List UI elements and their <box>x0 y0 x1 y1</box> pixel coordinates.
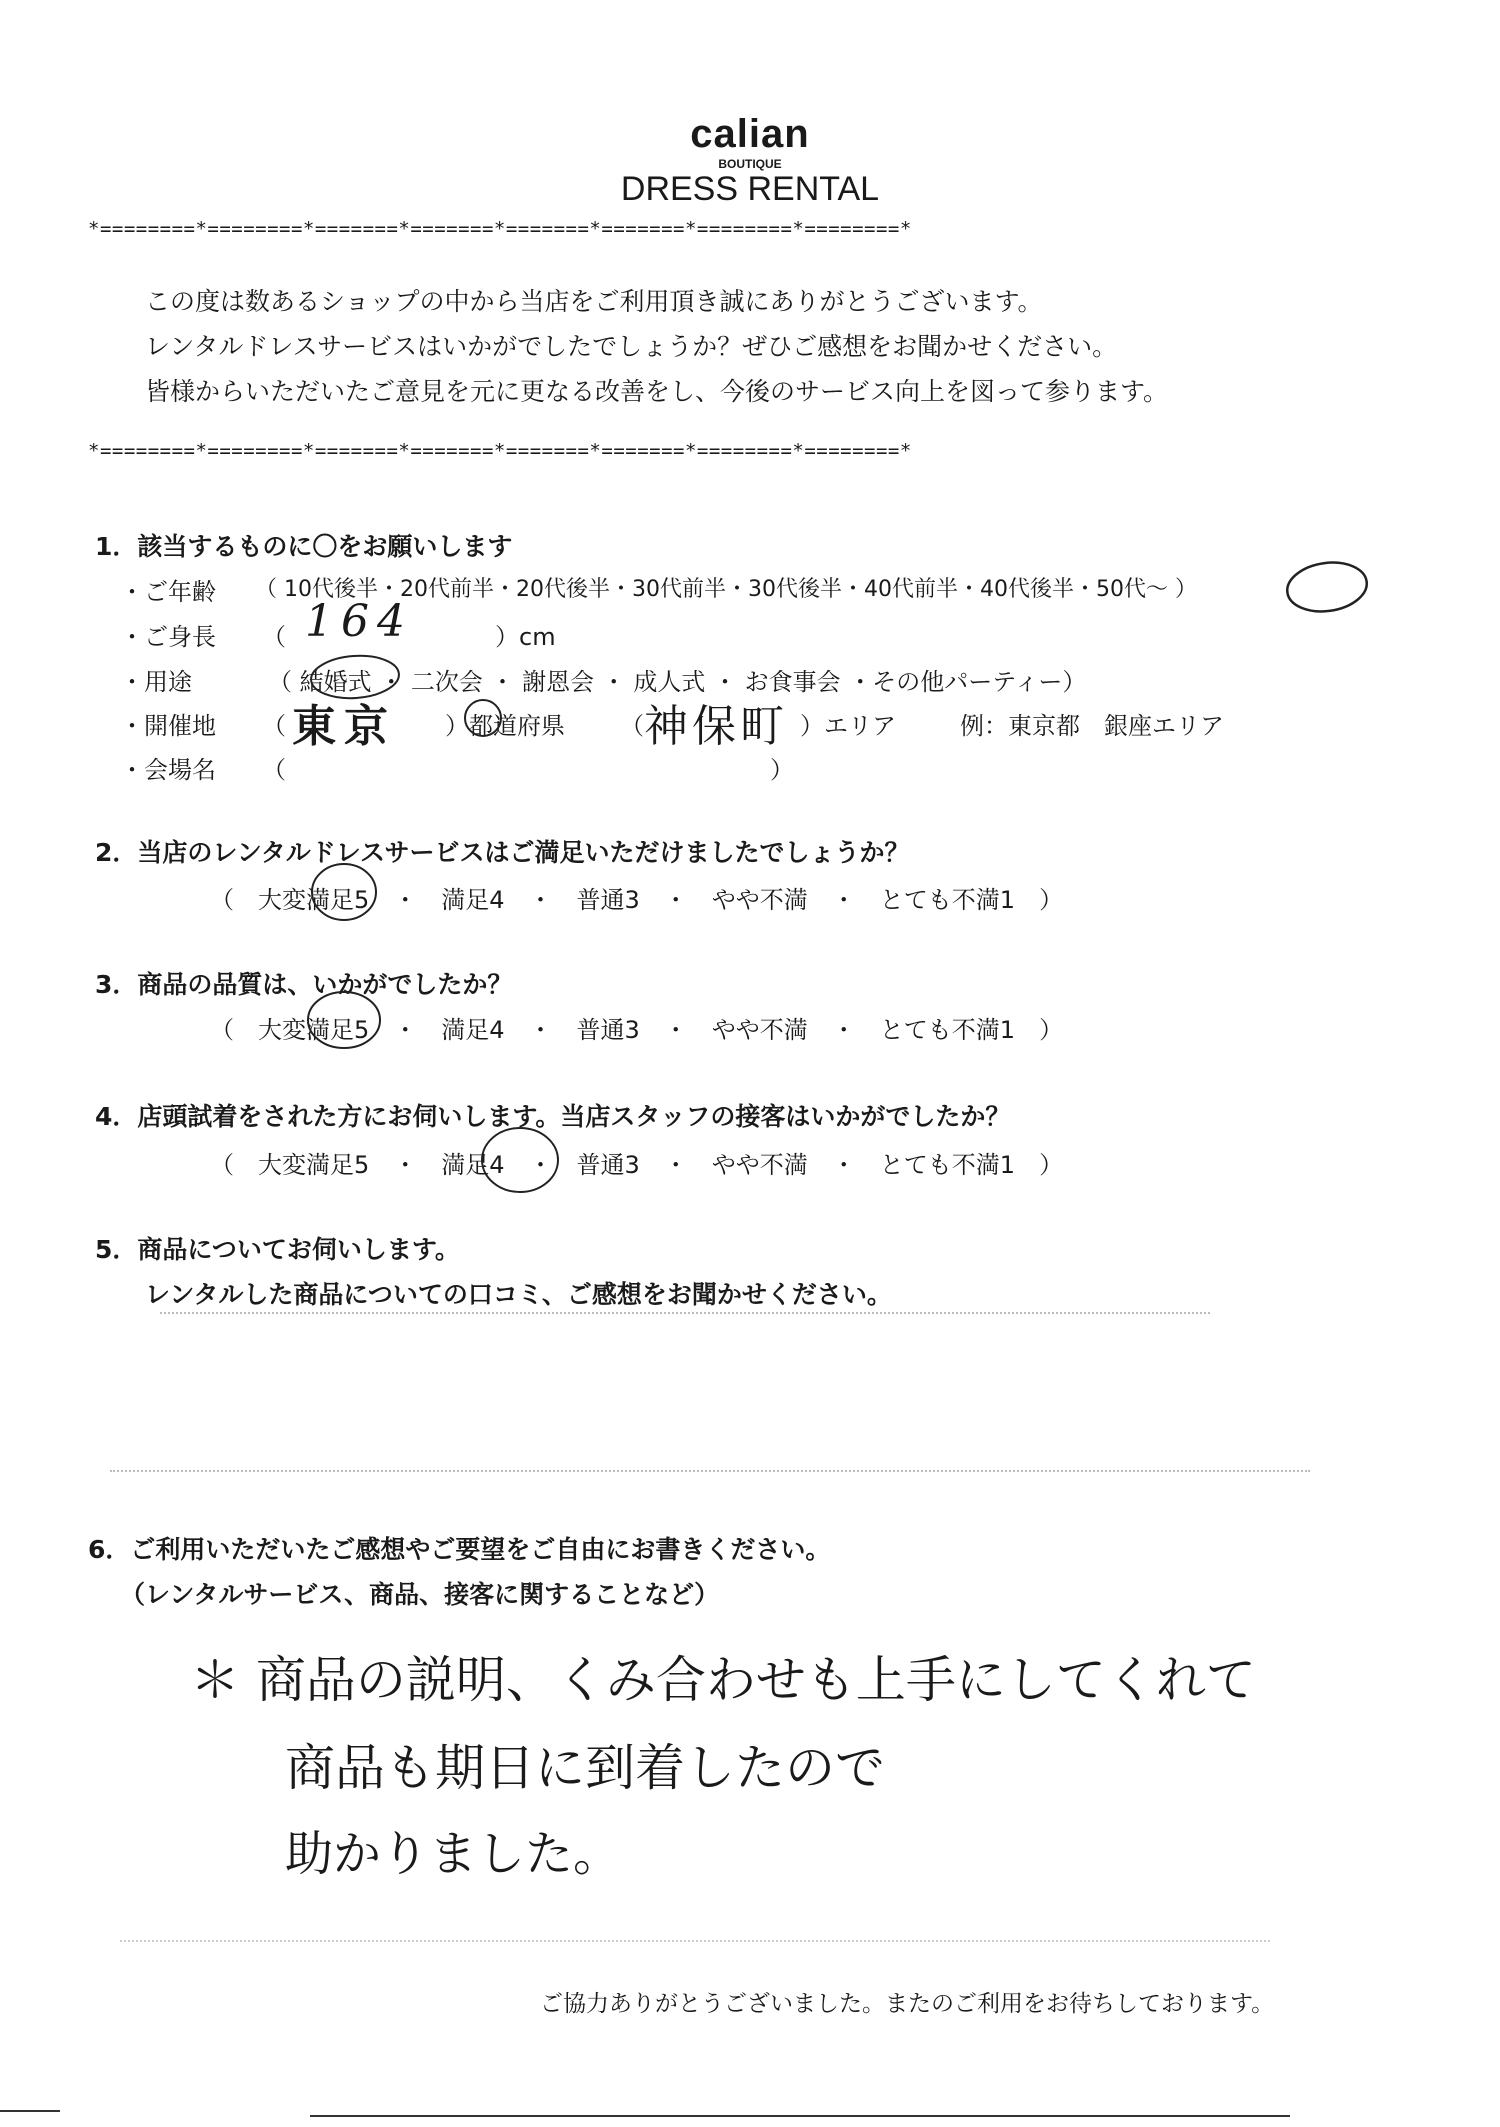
closing-thanks: ご協力ありがとうございました。またのご利用をお待ちしております。 <box>540 1991 1275 2017</box>
q2-heading: 2．当店のレンタルドレスサービスはご満足いただけましたでしょうか？ <box>95 838 910 867</box>
venue-prefecture-suffix: ）都道府県 <box>445 712 565 740</box>
q5-answer-box-bottom <box>110 1470 1310 1472</box>
q5-heading: 5．商品についてお伺いします。 <box>95 1235 460 1264</box>
q6-answer-line-3: 助かりました。 <box>285 1826 622 1882</box>
hall-label: ・会場名 <box>120 756 216 784</box>
q6-answer-box-bottom <box>120 1940 1270 1942</box>
age-circle-mark <box>1282 555 1380 617</box>
bottom-rule-left <box>0 2110 60 2112</box>
q3-heading: 3．商品の品質は、いかがでしたか？ <box>95 970 513 999</box>
intro-line-1: この度は数あるショップの中から当店をご利用頂き誠にありがとうございます。 <box>145 287 1043 316</box>
q5-faint-line <box>160 1312 1210 1314</box>
divider-bottom: *========*========*=======*=======*=======*=======*========*========* <box>88 440 912 462</box>
q4-circle-mark <box>475 1120 565 1200</box>
height-label: ・ご身長 <box>120 623 216 651</box>
q6-answer-line-2: 商品も期日に到着したので <box>285 1739 885 1797</box>
q1-heading: 1．該当するものに〇をお願いします <box>95 532 513 561</box>
hall-paren-close: ） <box>770 756 794 784</box>
venue-paren-open: （ <box>262 712 286 740</box>
purpose-label: ・用途 <box>120 668 192 696</box>
venue-label: ・開催地 <box>120 712 216 740</box>
height-value: 164 <box>305 596 413 647</box>
q6-subheading: （レンタルサービス、商品、接客に関することなど） <box>120 1580 720 1609</box>
age-options: （ 10代後半・20代前半・20代後半・30代前半・30代後半・40代前半・40代後半・50代～ ） <box>255 577 1197 602</box>
brand-subtitle: BOUTIQUE <box>718 157 782 171</box>
height-unit: ）cm <box>495 623 556 651</box>
bottom-rule <box>310 2115 1290 2117</box>
intro-line-3: 皆様からいただいたご意見を元に更なる改善をし、今後のサービス向上を図って参ります。 <box>145 377 1169 406</box>
venue-example: 例：東京都 銀座エリア <box>960 712 1224 740</box>
q6-heading: 6．ご利用いただいたご感想やご要望をご自由にお書きください。 <box>88 1535 831 1564</box>
venue-area-suffix: ）エリア <box>800 712 896 740</box>
divider-top: *========*========*=======*=======*=======*=======*========*========* <box>88 218 912 240</box>
q4-heading: 4．店頭試着をされた方にお伺いします。当店スタッフの接客はいかがでしたか？ <box>95 1102 1011 1131</box>
purpose-options: （ 結婚式 ・ 二次会 ・ 謝恩会 ・ 成人式 ・ お食事会 ・その他パーティー） <box>268 668 1087 696</box>
q3-circle-mark <box>300 985 388 1055</box>
height-paren-open: （ <box>262 623 286 651</box>
intro-line-2: レンタルドレスサービスはいかがでしたでしょうか？ぜひご感想をお聞かせください。 <box>145 332 1118 361</box>
q4-choices: （ 大変満足5 ・ 満足4 ・ 普通3 ・ やや不満 ・ とても不満1 ） <box>210 1151 1064 1179</box>
q2-circle-mark <box>305 858 383 926</box>
age-label: ・ご年齢 <box>120 578 216 606</box>
form-title: DRESS RENTAL <box>620 170 880 208</box>
q2-choices: （ 大変満足5 ・ 満足4 ・ 普通3 ・ やや不満 ・ とても不満1 ） <box>210 886 1064 914</box>
hall-paren-open: （ <box>262 756 286 784</box>
venue-metro-circle-mark <box>460 695 506 741</box>
q5-subheading: レンタルした商品についての口コミ、ご感想をお聞かせください。 <box>145 1280 892 1309</box>
venue-area-paren-open: （ <box>620 712 644 740</box>
q6-answer-line-1: ＊ 商品の説明、くみ合わせも上手にしてくれて <box>190 1651 1256 1709</box>
brand-name: calian <box>690 112 810 156</box>
venue-area-value: 神保町 <box>644 701 788 752</box>
q3-choices: （ 大変満足5 ・ 満足4 ・ 普通3 ・ やや不満 ・ とても不満1 ） <box>210 1016 1064 1044</box>
venue-prefecture-value: 東京 <box>292 701 396 752</box>
